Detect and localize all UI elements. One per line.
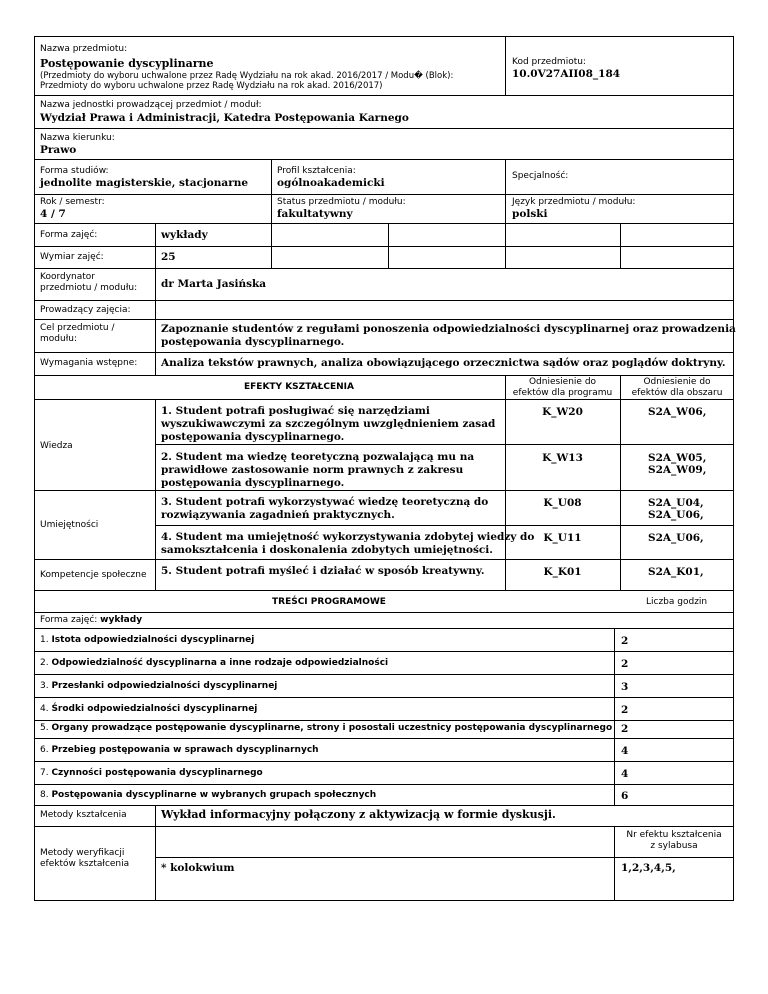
list-item: 5. Organy prowadzące postępowanie dyscyplinarne, strony i posostali uczestnicy postępowania dyscyplinarnego <box>40 723 613 733</box>
class-type-label: Forma zajęć: <box>40 230 98 240</box>
list-item: 7. Czynności postępowania dyscyplinarnego <box>40 768 263 778</box>
category-social: Kompetencje społeczne <box>40 570 147 580</box>
requirements-value: Analiza tekstów prawnych, analiza obowiązującego orzecznictwa sądów oraz poglądów doktryny. <box>161 357 726 369</box>
language-value: polski <box>512 208 548 220</box>
effect-1-program: K_W20 <box>542 406 583 418</box>
status-value: fakultatywny <box>277 208 353 220</box>
verification-value: * kolokwium <box>161 862 235 874</box>
field-value: Prawo <box>40 144 77 156</box>
effects-program-header: Odniesienie do <box>528 377 597 387</box>
topic-hours: 4 <box>621 768 629 780</box>
hours-label: Wymiar zajęć: <box>40 252 104 262</box>
year-label: Rok / semestr: <box>40 197 105 207</box>
methods-label: Metody kształcenia <box>40 810 127 820</box>
effect-2-program: K_W13 <box>542 452 583 464</box>
effects-area-header-2: efektów dla obszaru <box>631 388 723 398</box>
verification-label: Metody weryfikacji <box>40 848 125 858</box>
list-item: 8. Postępowania dyscyplinarne w wybranych grupach społecznych <box>40 790 377 800</box>
effects-header: EFEKTY KSZTAŁCENIA <box>244 382 354 392</box>
list-item: 1. Istota odpowiedzialności dyscyplinarnej <box>40 635 255 645</box>
specialty-label: Specjalność: <box>512 171 569 181</box>
status-label: Status przedmiotu / modułu: <box>277 197 406 207</box>
topic-hours: 2 <box>621 704 629 716</box>
code-label: Kod przedmiotu: <box>512 57 586 67</box>
list-item: 4. Środki odpowiedzialności dyscyplinarnej <box>40 704 258 714</box>
profile-label: Profil kształcenia: <box>277 166 356 176</box>
subject-name: Postępowanie dyscyplinarne <box>40 57 214 70</box>
code-value: 10.0V27AII08_184 <box>512 68 621 80</box>
effect-1: postępowania dyscyplinarnego. <box>161 431 345 443</box>
effect-4: 4. Student ma umiejętność wykorzystywania zdobytej wiedzy do <box>161 531 535 543</box>
topic-hours: 4 <box>621 745 629 757</box>
program-header: TREŚCI PROGRAMOWE <box>272 597 386 607</box>
effect-ref-header-2: z sylabusa <box>650 841 698 851</box>
effect-ref-header: Nr efektu kształcenia <box>626 830 722 840</box>
list-item: 2. Odpowiedzialność dyscyplinarna a inne rodzaje odpowiedzialności <box>40 658 389 668</box>
effect-5-area: S2A_K01, <box>648 566 704 578</box>
effect-4: samokształcenia i doskonalenia zdobytych umiejętności. <box>161 544 493 556</box>
study-form-value: jednolite magisterskie, stacjonarne <box>40 177 249 189</box>
effect-2: 2. Student ma wiedzę teoretyczną pozwalającą mu na <box>161 451 475 463</box>
coordinator-label-2: przedmiotu / modułu: <box>40 283 138 293</box>
effect-2: postępowania dyscyplinarnego. <box>161 477 345 489</box>
topic-hours: 6 <box>621 790 629 802</box>
effect-2-area-2: S2A_W09, <box>648 464 707 476</box>
field-section <box>34 128 734 160</box>
effect-5: 5. Student potrafi myśleć i działać w sposób kreatywny. <box>161 565 485 577</box>
effect-3: rozwiązywania zagadnień praktycznych. <box>161 509 395 521</box>
methods-value: Wykład informacyjny połączony z aktywizacją w formie dyskusji. <box>161 808 556 821</box>
effect-5-program: K_K01 <box>543 566 582 578</box>
goal-label: Cel przedmiotu / <box>40 323 115 333</box>
category-skills: Umiejętności <box>40 520 99 530</box>
topic-hours: 3 <box>621 681 629 693</box>
coordinator-label: Koordynator <box>40 272 96 282</box>
effect-3: 3. Student potrafi wykorzystywać wiedzę teoretyczną do <box>161 496 489 508</box>
verification-refs: 1,2,3,4,5, <box>621 862 676 874</box>
list-item: 3. Przesłanki odpowiedzialności dyscyplinarnej <box>40 681 278 691</box>
topic-hours: 2 <box>621 723 629 735</box>
requirements-label: Wymagania wstępne: <box>40 358 138 368</box>
profile-value: ogólnoakademicki <box>277 177 385 189</box>
unit-value: Wydział Prawa i Administracji, Katedra Postępowania Karnego <box>40 112 409 124</box>
study-form-label: Forma studiów: <box>40 166 109 176</box>
effect-4-program: K_U11 <box>543 532 582 544</box>
verification-label-2: efektów kształcenia <box>40 859 130 869</box>
language-label: Język przedmiotu / modułu: <box>512 197 636 207</box>
effect-3-area: S2A_U04, <box>648 497 704 509</box>
subject-label: Nazwa przedmiotu: <box>40 44 128 54</box>
class-type-value: wykłady <box>161 229 208 241</box>
effects-program-header-2: efektów dla programu <box>512 388 613 398</box>
list-item: 6. Przebieg postępowania w sprawach dyscyplinarnych <box>40 745 319 755</box>
effect-1: 1. Student potrafi posługiwać się narzędziami <box>161 405 430 417</box>
coordinator-value: dr Marta Jasińska <box>161 278 267 290</box>
effect-3-program: K_U08 <box>543 497 582 509</box>
unit-label: Nazwa jednostki prowadzącej przedmiot / moduł: <box>40 100 262 110</box>
hours-value: 25 <box>161 251 176 263</box>
effect-2: prawidłowe zastosowanie norm prawnych z zakresu <box>161 464 464 476</box>
effect-3-area-2: S2A_U06, <box>648 509 704 521</box>
category-knowledge: Wiedza <box>40 441 73 451</box>
topic-hours: 2 <box>621 658 629 670</box>
effect-4-area: S2A_U06, <box>648 532 704 544</box>
program-form: Forma zajęć: wykłady <box>40 615 143 625</box>
goal-label-2: modułu: <box>40 334 77 344</box>
topic-hours: 2 <box>621 635 629 647</box>
effect-1: wyszukiwawczymi za szczególnym uwzględnieniem zasad <box>161 418 496 430</box>
goal-value: Zapoznanie studentów z regułami ponoszenia odpowiedzialności dyscyplinarnej oraz prowadzenia <box>161 323 736 335</box>
field-label: Nazwa kierunku: <box>40 133 115 143</box>
effect-1-area: S2A_W06, <box>648 406 707 418</box>
subject-note: (Przedmioty do wyboru uchwalone przez Radę Wydziału na rok akad. 2016/2017 / Modu� (Blok): <box>40 71 454 81</box>
subject-note-2: Przedmioty do wyboru uchwalone przez Radę Wydziału na rok akad. 2016/2017) <box>40 81 383 91</box>
program-hours-header: Liczba godzin <box>646 597 708 607</box>
year-value: 4 / 7 <box>40 208 66 220</box>
effects-area-header: Odniesienie do <box>643 377 711 387</box>
goal-value-2: postępowania dyscyplinarnego. <box>161 336 345 348</box>
effect-2-area: S2A_W05, <box>648 452 707 464</box>
lecturer-label: Prowadzący zajęcia: <box>40 305 131 315</box>
